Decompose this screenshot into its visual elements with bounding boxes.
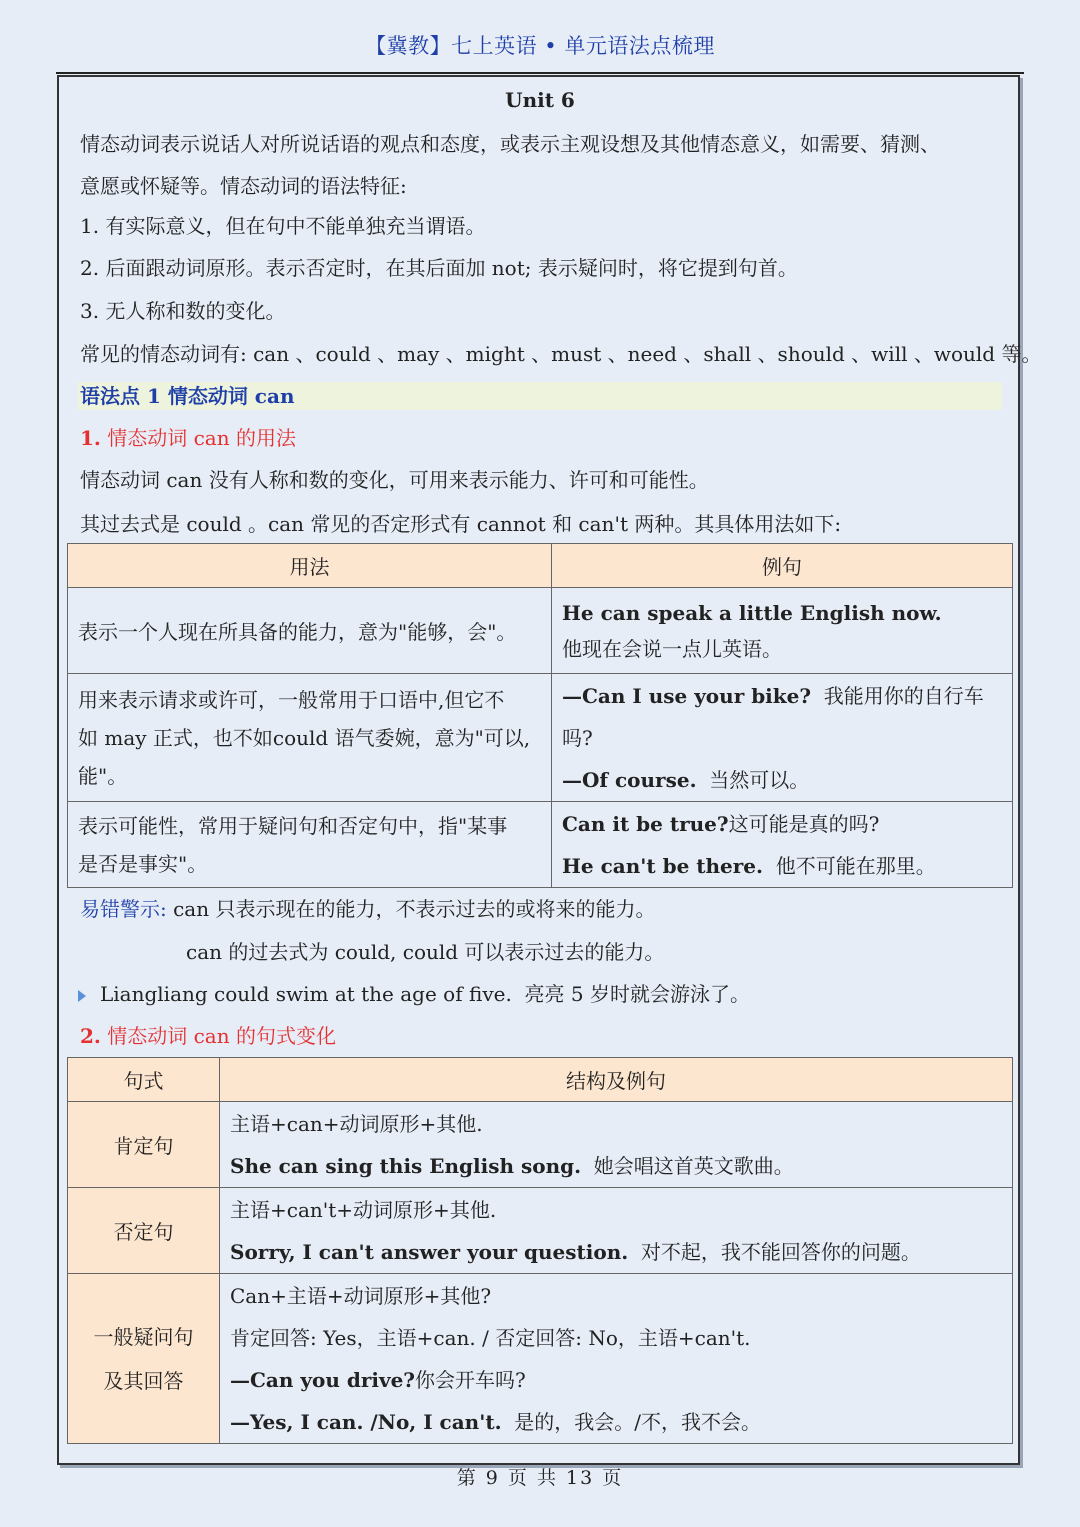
usage-cell: 表示一个人现在所具备的能力，意为"能够，会"。 [68,588,552,674]
type-line: 及其回答 [103,1368,184,1393]
subsection-1-text: 情态动词 can 的用法 [107,426,296,450]
warning-label: 易错警示: [80,897,167,921]
page-footer: 第 9 页 共 13 页 [456,1467,624,1489]
structure-formula: Can+主语+动词原形+其他? [230,1283,492,1308]
example-en: —Can I use your bike? [562,683,812,708]
example-line [230,1145,1002,1187]
bullet-triangle-icon [78,990,86,1002]
structure-cell [220,1102,1013,1188]
example-line [230,1401,1002,1443]
intro-line-1 [80,130,940,158]
structure-header: 结构及例句 [220,1058,1013,1102]
warning-line-2: can 的过去式为 could, could 可以表示过去的能力。 [186,940,665,964]
intro-definition: 表示说话人对所说话语的观点和态度，或表示主观设想及其他情态意义，如需要、猜测、 [160,132,940,156]
example-en: Can it be true? [562,811,729,836]
example-cn: 她会唱这首英文歌曲。 [593,1153,794,1178]
table-row [68,674,1013,802]
example-en: Sorry, I can't answer your question. [230,1239,629,1264]
example-cn: 亮亮 5 岁时就会游泳了。 [524,982,750,1006]
grammar-point-2: 2. 后面跟动词原形。表示否定时，在其后面加 not; 表示疑问时，将它提到句首。 [80,256,798,280]
example-cn: 这可能是真的吗? [728,811,880,836]
table-row [68,1274,1013,1444]
intro-line-2: 意愿或怀疑等。情态动词的语法特征: [80,174,407,198]
grammar-point-3: 3. 无人称和数的变化。 [80,299,286,323]
page-header: 【冀教】七上英语 • 单元语法点梳理 [365,34,715,58]
example-en: Liangliang could swim at the age of five. [100,982,512,1006]
usage-line: 如 may 正式，也不如could 语气委婉，意为"可以, [78,725,531,750]
example-cn: 他现在会说一点儿英语。 [562,636,782,661]
usage-line: 用来表示请求或许可，一般常用于口语中,但它不 [78,687,505,712]
example-line [562,845,1002,887]
structure-formula: 主语+can+动词原形+其他. [230,1111,483,1136]
usage-table [67,543,1013,888]
subsection-1-title [80,424,296,452]
type-cell: 否定句 [68,1188,220,1274]
subsection-2-number: 2. [80,1024,101,1048]
table-row [68,588,1013,674]
usage-line: 是否是事实"。 [78,851,208,876]
example-en: —Yes, I can. /No, I can't. [230,1409,502,1434]
example-sentence [78,980,750,1008]
sentence-pattern-table [67,1057,1013,1444]
usage-line: 表示可能性，常用于疑问句和否定句中，指"某事 [78,813,508,838]
usage-header: 用法 [68,544,552,588]
grammar-point-1: 1. 有实际意义，但在句中不能单独充当谓语。 [80,214,486,238]
common-modals: 常见的情态动词有: can 、could 、may 、might 、must 、need 、shall 、should 、will 、would 等。 [80,342,1042,366]
example-cell [552,674,1013,802]
example-header: 例句 [552,544,1013,588]
can-description-2: 其过去式是 could 。can 常见的否定形式有 cannot 和 can't 两种。其具体用法如下: [80,512,842,536]
example-en: —Can you drive? [230,1367,416,1392]
type-cell [68,1274,220,1444]
example-line [230,1231,1002,1273]
table-row [68,1102,1013,1188]
subsection-2-title [80,1022,336,1050]
example-cn: 是的，我会。/不，我不会。 [514,1409,762,1434]
example-cn: 你会开车吗? [415,1367,526,1392]
example-cn: 我能用你的自行车吗? [562,683,984,750]
unit-title: Unit 6 [505,88,575,112]
section-title: 语法点 1 情态动词 can [80,384,295,408]
example-cn: 当然可以。 [709,767,810,792]
subsection-2-text: 情态动词 can 的句式变化 [107,1024,336,1048]
example-en: —Of course. [562,767,697,792]
warning-line-1 [80,895,655,923]
example-cn: 对不起，我不能回答你的问题。 [640,1239,921,1264]
header-rule [56,72,1024,74]
example-cell [552,802,1013,888]
can-description-1: 情态动词 can 没有人称和数的变化，可用来表示能力、许可和可能性。 [80,468,709,492]
structure-cell [220,1274,1013,1444]
usage-line: 能"。 [78,763,128,788]
subsection-1-number: 1. [80,426,101,450]
answer-formula: 肯定回答: Yes，主语+can. / 否定回答: No，主语+can't. [230,1325,751,1350]
example-line [562,803,1002,845]
type-header: 句式 [68,1058,220,1102]
type-line: 一般疑问句 [93,1324,194,1349]
intro-term: 情态动词 [80,132,160,156]
structure-formula: 主语+can't+动词原形+其他. [230,1197,497,1222]
table-row [68,802,1013,888]
example-line [562,759,1002,801]
example-line [230,1359,1002,1401]
structure-cell [220,1188,1013,1274]
example-en: He can speak a little English now. [562,600,942,625]
example-en: He can't be there. [562,853,763,878]
usage-cell [68,674,552,802]
example-en: She can sing this English song. [230,1153,582,1178]
usage-cell [68,802,552,888]
type-cell: 肯定句 [68,1102,220,1188]
table-row [68,1188,1013,1274]
warning-text: can 只表示现在的能力，不表示过去的或将来的能力。 [173,897,656,921]
example-cn: 他不可能在那里。 [775,853,936,878]
example-cell [552,588,1013,674]
example-line [562,675,1002,759]
